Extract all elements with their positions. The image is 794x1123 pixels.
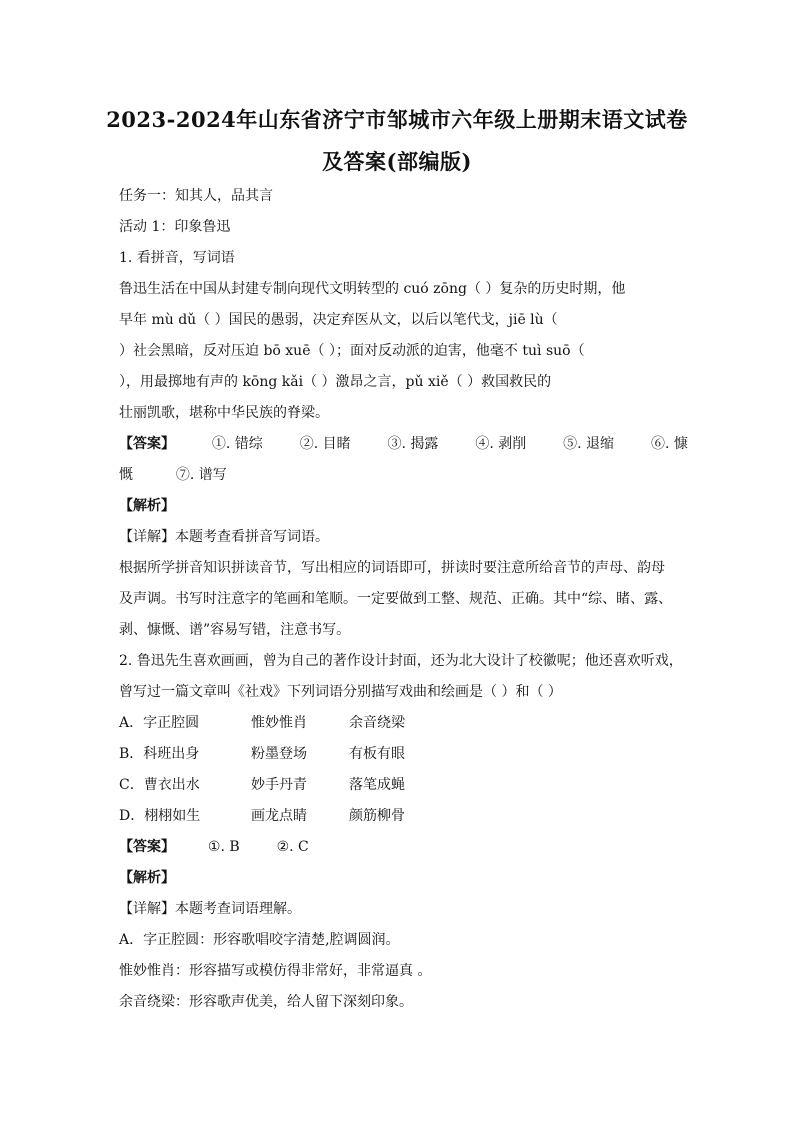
document-title-line-1: 2023-2024年山东省济宁市邹城市六年级上册期末语文试卷 <box>106 107 688 132</box>
q1-text-line: 鲁迅生活在中国从封建专制向现代文明转型的 cuó zōng（ ）复杂的历史时期，他 <box>119 281 626 297</box>
option-word: 有板有眼 <box>349 746 405 762</box>
q1-text-line: ）社会黑暗，反对压迫 bō xuē（ ）；面对反动派的迫害，他毫不 tuì suō（ <box>119 343 585 359</box>
q2-text-line: 曾写过一篇文章叫《社戏》下列词语分别描写戏曲和绘画是（ ）和（ ） <box>119 684 562 700</box>
option-word: 粉墨登场 <box>251 746 307 762</box>
q1-detail: 【详解】本题考查看拼音写词语。 <box>119 529 329 545</box>
answer-item: ⑦. 谱写 <box>175 467 227 483</box>
q1-heading: 1. 看拼音，写词语 <box>119 250 235 266</box>
option-label: D．栩栩如生 <box>119 808 201 824</box>
q1-analysis-label: 【解析】 <box>119 498 175 514</box>
q1-text-line: ），用最掷地有声的 kōng kǎi（ ）激昂之言，pǔ xiě（ ）救国救民的 <box>119 374 552 390</box>
option-word: 惟妙惟肖 <box>251 715 307 731</box>
task-heading: 任务一：知其人，品其言 <box>119 188 273 204</box>
answer-item: 慨 <box>119 467 133 483</box>
document-title-line-2: 及答案(部编版) <box>322 149 472 174</box>
answer-label: 【答案】 <box>119 436 175 452</box>
option-word: 余音绕梁 <box>349 715 405 731</box>
option-label: A．字正腔圆 <box>119 715 200 731</box>
q1-explanation-line: 根据所学拼音知识拼读音节，写出相应的词语即可，拼读时要注意所给音节的声母、韵母 <box>119 560 665 576</box>
q2-explanation-line: A．字正腔圆：形容歌唱咬字清楚,腔调圆润。 <box>119 932 400 948</box>
answer-item: ③. 揭露 <box>387 436 439 452</box>
answer-item: ⑥. 慷 <box>650 436 688 452</box>
answer-item: ②. 目睹 <box>299 436 351 452</box>
answer-item: ①. 错综 <box>211 436 263 452</box>
option-label: C．曹衣出水 <box>119 777 200 793</box>
q2-detail: 【详解】本题考查词语理解。 <box>119 901 301 917</box>
q2-explanation-line: 余音绕梁：形容歌声优美，给人留下深刻印象。 <box>119 994 413 1010</box>
option-word: 颜筋柳骨 <box>349 808 405 824</box>
q1-explanation-line: 剥、慷慨、谱”容易写错，注意书写。 <box>119 622 351 638</box>
q2-option-b <box>119 744 405 764</box>
q2-option-a <box>119 713 405 733</box>
option-label: B．科班出身 <box>119 746 200 762</box>
q2-analysis-label: 【解析】 <box>119 870 175 886</box>
q1-text-line: 壮丽凯歌，堪称中华民族的脊梁。 <box>119 405 329 421</box>
answer-item: ④. 剥削 <box>475 436 527 452</box>
q1-answer-cont <box>119 465 227 485</box>
q2-option-c <box>119 775 405 795</box>
q1-text-line: 早年 mù dǔ（ ）国民的愚弱，决定弃医从文，以后以笔代戈，jiē lù（ <box>119 312 558 328</box>
q1-answer-line <box>119 434 688 454</box>
answer-label: 【答案】 <box>119 839 175 855</box>
option-word: 画龙点睛 <box>251 808 307 824</box>
option-word: 妙手丹青 <box>251 777 307 793</box>
activity-heading: 活动 1：印象鲁迅 <box>119 219 231 235</box>
q2-text-line: 2. 鲁迅先生喜欢画画，曾为自己的著作设计封面，还为北大设计了校徽呢；他还喜欢听戏， <box>119 653 683 669</box>
answer-item: ①. B <box>207 839 240 855</box>
option-word: 落笔成蝇 <box>349 777 405 793</box>
answer-item: ⑤. 退缩 <box>563 436 615 452</box>
q2-explanation-line: 惟妙惟肖：形容描写或模仿得非常好，非常逼真 。 <box>119 963 432 979</box>
q2-answer-line <box>119 837 309 857</box>
q1-explanation-line: 及声调。书写时注意字的笔画和笔顺。一定要做到工整、规范、正确。其中“综、睹、露、 <box>119 591 673 607</box>
answer-item: ②. C <box>276 839 309 855</box>
q2-option-d <box>119 806 405 826</box>
